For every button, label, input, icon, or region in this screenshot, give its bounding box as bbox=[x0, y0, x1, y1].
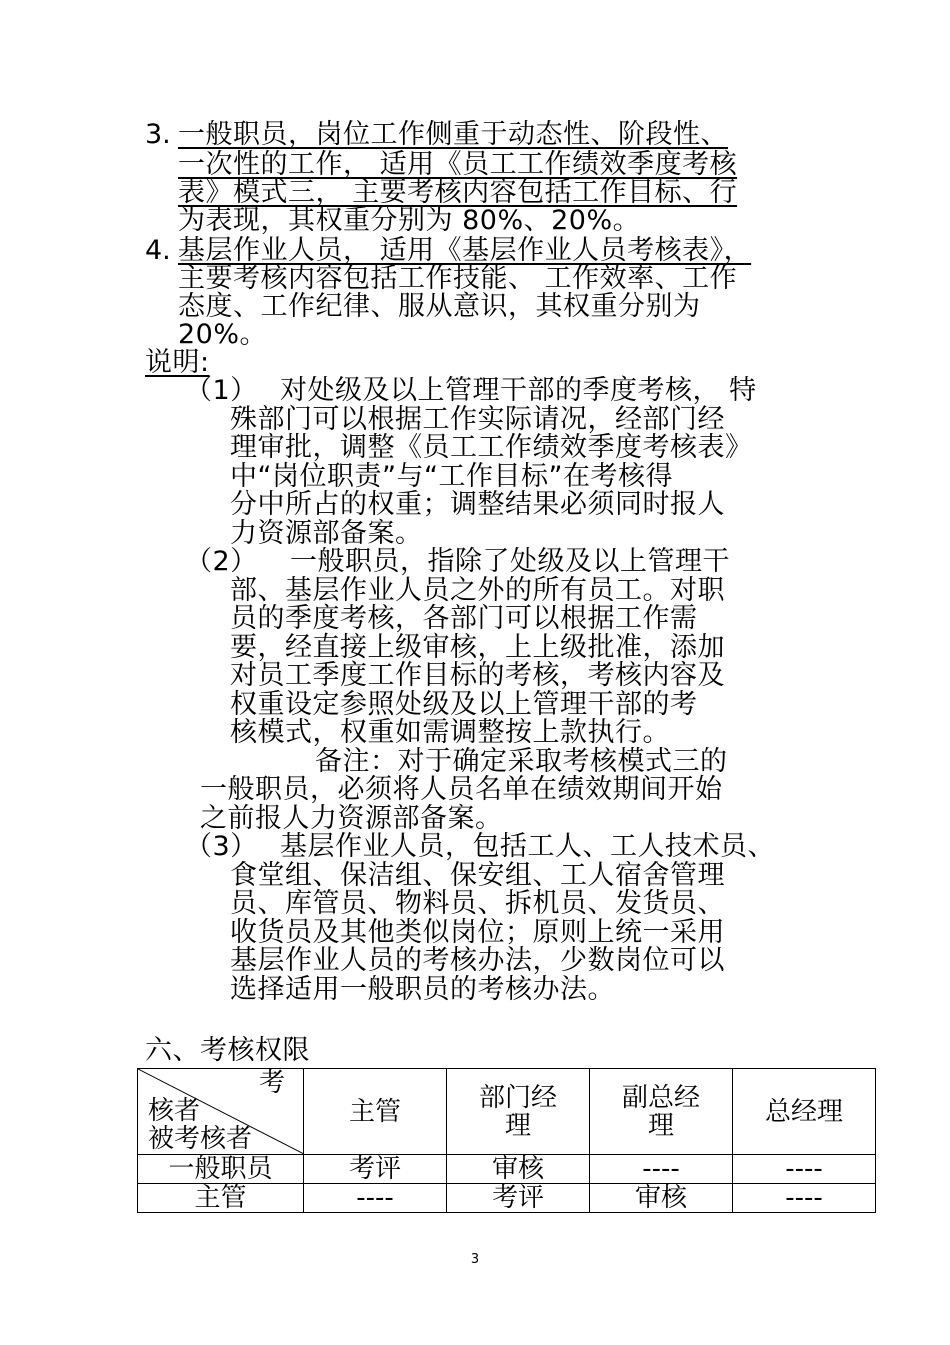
note-1-line-2: 殊部门可以根据工作实际请况，经部门经 bbox=[230, 404, 725, 435]
item-number-3: 3. bbox=[145, 119, 171, 150]
note-heading: 说明: bbox=[145, 347, 210, 378]
note-1-line-6: 力资源部备案。 bbox=[230, 518, 423, 549]
table-cell: ---- bbox=[733, 1155, 876, 1184]
remark-line-3: 之前报人力资源部备案。 bbox=[200, 803, 503, 834]
table-row bbox=[138, 1155, 876, 1184]
note-2-line-5: 对员工季度工作目标的考核，考核内容及 bbox=[230, 660, 725, 691]
note-1-line-5: 分中所占的权重；调整结果必须同时报人 bbox=[230, 489, 725, 520]
remark-line-1: 备注：对于确定采取考核模式三的 bbox=[315, 746, 728, 777]
note-3-line-1: 基层作业人员，包括工人、工人技术员、 bbox=[280, 831, 775, 862]
column-header-line1: 总经理 bbox=[764, 1096, 843, 1127]
column-header-supervisor bbox=[304, 1069, 447, 1155]
note-2-number: （2） bbox=[185, 546, 258, 577]
note-2-line-3: 员的季度考核，各部门可以根据工作需 bbox=[230, 603, 698, 634]
column-header-dept-manager bbox=[447, 1069, 590, 1155]
table-cell: 考评 bbox=[304, 1155, 447, 1184]
column-header-line1: 副总经 bbox=[621, 1082, 700, 1113]
table-cell: 审核 bbox=[590, 1184, 733, 1213]
table-cell: ---- bbox=[590, 1155, 733, 1184]
note-2-line-2: 部、基层作业人员之外的所有员工。对职 bbox=[230, 575, 725, 606]
column-header-line1: 部门经 bbox=[478, 1082, 557, 1113]
item-3-line-1: 一般职员，岗位工作侧重于动态性、阶段性、 bbox=[178, 119, 728, 150]
column-header-line2: 理 bbox=[504, 1110, 531, 1141]
note-3-line-3: 员、库管员、物料员、拆机员、发货员、 bbox=[230, 888, 725, 919]
row-label: 主管 bbox=[138, 1184, 304, 1213]
table-cell: ---- bbox=[733, 1184, 876, 1213]
column-header-deputy-gm bbox=[590, 1069, 733, 1155]
column-header-gm bbox=[733, 1069, 876, 1155]
note-1-line-3: 理审批，调整《员工工作绩效季度考核表》 bbox=[230, 432, 753, 463]
note-2-line-7: 核模式，权重如需调整按上款执行。 bbox=[230, 717, 670, 748]
item-number-4: 4. bbox=[145, 235, 171, 266]
column-header-line2: 理 bbox=[647, 1110, 674, 1141]
item-3-line-3: 表》模式三， 主要考核内容包括工作目标、行 bbox=[178, 177, 738, 208]
note-1-line-4: 中“岗位职责”与“工作目标”在考核得 bbox=[230, 461, 673, 492]
corner-label-top: 考 bbox=[258, 1068, 285, 1098]
table-header-row bbox=[138, 1069, 876, 1155]
authority-table bbox=[137, 1068, 876, 1213]
corner-label-mid: 核者 bbox=[148, 1096, 201, 1126]
section-title: 六、考核权限 bbox=[145, 1035, 310, 1066]
item-4-line-3: 态度、工作纪律、服从意识，其权重分别为 bbox=[178, 291, 701, 322]
item-3-line-4: 为表现，其权重分别为 80%、20%。 bbox=[178, 205, 641, 236]
table-cell: 审核 bbox=[447, 1155, 590, 1184]
note-3-line-4: 收货员及其他类似岗位；原则上统一采用 bbox=[230, 917, 725, 948]
note-3-line-5: 基层作业人员的考核办法，少数岗位可以 bbox=[230, 945, 725, 976]
item-4-line-4: 20%。 bbox=[178, 319, 268, 350]
column-header-line1: 主管 bbox=[348, 1096, 401, 1127]
note-3-line-6: 选择适用一般职员的考核办法。 bbox=[230, 974, 615, 1005]
corner-label-bottom: 被考核者 bbox=[148, 1124, 253, 1154]
item-4-line-1: 基层作业人员， 适用《基层作业人员考核表》， bbox=[178, 235, 752, 266]
diagonal-header-cell bbox=[138, 1069, 304, 1155]
page-number: 3 bbox=[470, 1252, 480, 1267]
note-1-line-1: 对处级及以上管理干部的季度考核， 特 bbox=[280, 375, 757, 406]
note-3-number: （3） bbox=[185, 831, 258, 862]
note-1-number: （1） bbox=[185, 375, 258, 406]
table-row bbox=[138, 1184, 876, 1213]
item-4-line-2: 主要考核内容包括工作技能、 工作效率、工作 bbox=[178, 263, 738, 294]
note-2-line-6: 权重设定参照处级及以上管理干部的考 bbox=[230, 689, 698, 720]
remark-line-2: 一般职员，必须将人员名单在绩效期间开始 bbox=[200, 774, 723, 805]
row-label: 一般职员 bbox=[138, 1155, 304, 1184]
note-2-line-1: 一般职员，指除了处级及以上管理干 bbox=[290, 546, 730, 577]
table-cell: 考评 bbox=[447, 1184, 590, 1213]
table-cell: ---- bbox=[304, 1184, 447, 1213]
note-2-line-4: 要，经直接上级审核，上上级批准，添加 bbox=[230, 632, 725, 663]
note-3-line-2: 食堂组、保洁组、保安组、工人宿舍管理 bbox=[230, 860, 725, 891]
item-3-line-2: 一次性的工作， 适用《员工工作绩效季度考核 bbox=[178, 149, 738, 180]
